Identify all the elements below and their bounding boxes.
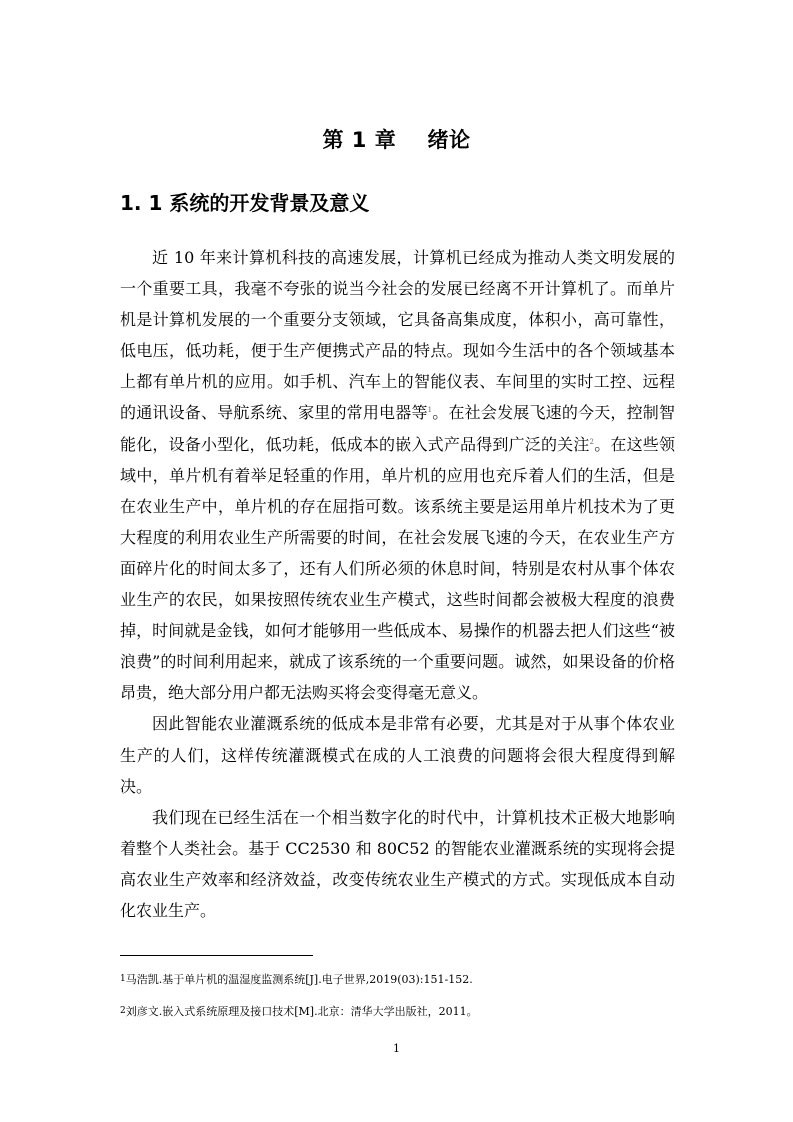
footnote-1-number: 1 — [120, 974, 126, 984]
paragraph-1-text-a: 近 10 年来计算机科技的高速发展，计算机已经成为推动人类文明发展的一个重要工具，我毫不夸张的说当今社会的发展已经离不开计算机了。而单片机是计算机发展的一个重要分支领域，它具备高集成度，体积小，高可靠性，低电压，低功耗，便于生产便携式产品的特点。现如今生活中的各个领域基本上都有单片机的应用。如手机、汽车上的智能仪表、车间里的实时工控、远程的通讯设备、导航系统、家里的常用电器等 — [120, 248, 675, 423]
section-title: 1. 1 系统的开发背景及意义 — [120, 191, 370, 215]
footnote-2-number: 2 — [120, 1006, 126, 1016]
footnote-ref-1[interactable]: 1 — [427, 406, 433, 415]
paragraph-3: 我们现在已经生活在一个相当数字化的时代中，计算机技术正极大地影响着整个人类社会。基于 CC2530 和 80C52 的智能农业灌溉系统的实现将会提高农业生产效率和经济效益，改变传统农业生产模式的方式。实现低成本自动化农业生产。 — [120, 807, 675, 920]
paragraph-2: 因此智能农业灌溉系统的低成本是非常有必要，尤其是对于从事个体农业生产的人们，这样传统灌溉模式在成的人工浪费的问题将会很大程度得到解决。 — [120, 714, 675, 796]
footnote-1 — [120, 971, 473, 988]
paragraph-1 — [120, 242, 675, 708]
footnote-2 — [120, 1003, 478, 1020]
paragraph-1-text-b: 。在社会发展飞速的今天，控制智能化，设备小型化，低功耗，低成本的嵌入式产品得到广泛的关注 — [120, 403, 675, 454]
body-text — [120, 242, 675, 926]
footnote-2-text: 刘彦文.嵌入式系统原理及接口技术[M].北京：清华大学出版社，2011。 — [125, 1005, 478, 1018]
chapter-title: 第 1 章 绪论 — [322, 128, 471, 152]
footnote-ref-2[interactable]: 2 — [589, 437, 595, 446]
footnote-1-text: 马浩凯.基于单片机的温湿度监测系统[J].电子世界,2019(03):151-152. — [125, 973, 473, 986]
paragraph-1-text-c: 。在这些领域中，单片机有着举足轻重的作用，单片机的应用也充斥着人们的生活，但是在农业生产中，单片机的存在屈指可数。该系统主要是运用单片机技术为了更大程度的利用农业生产所需要的时间，在社会发展飞速的今天，在农业生产方面碎片化的时间太多了，还有人们所必须的休息时间，特别是农村从事个体农业生产的农民，如果按照传统农业生产模式，这些时间都会被极大程度的浪费掉，时间就是金钱，如何才能够用一些低成本、易操作的机器去把人们这些“被浪费”的时间利用起来，就成了该系统的一个重要问题。诚然，如果设备的价格昂贵，绝大部分用户都无法购买将会变得毫无意义。 — [120, 434, 675, 703]
page-number: 1 — [393, 1042, 400, 1055]
footnote-divider — [120, 955, 313, 956]
